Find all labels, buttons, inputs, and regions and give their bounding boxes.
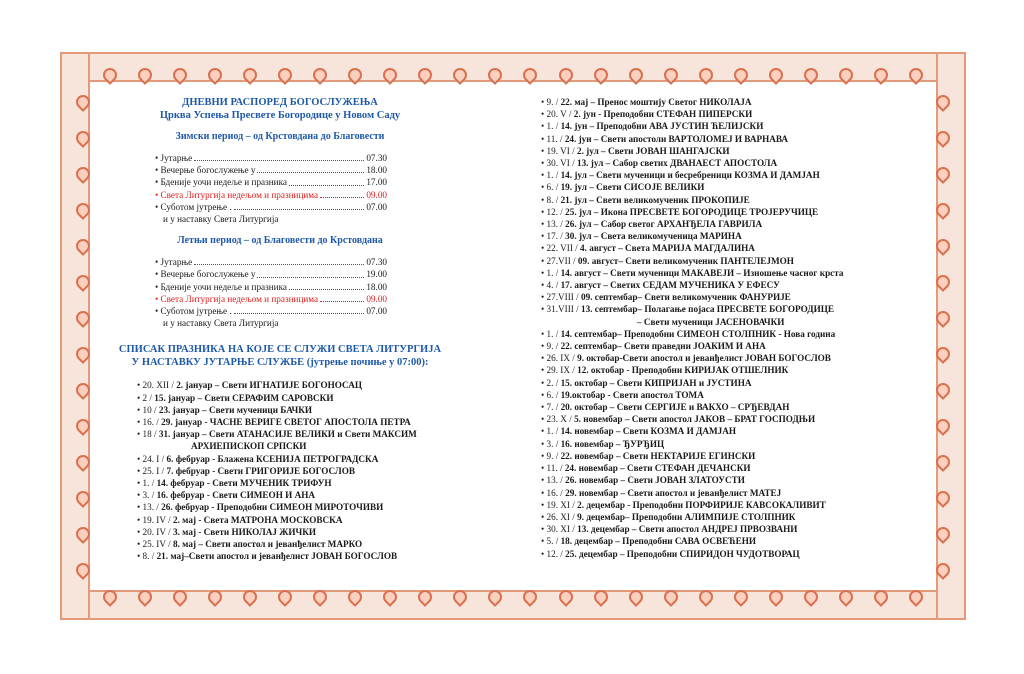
ornament-icon [310,587,330,607]
feast-item [541,352,941,364]
dot-leader [194,256,364,265]
ornament-icon [170,65,190,85]
feast-item [541,279,941,291]
feast-name: 18. децембар – Преподобни САВА ОСВЕЋЕНИ [560,536,757,547]
feast-item [541,303,941,315]
ornament-icon [73,236,93,256]
service-time: 07.30 [366,153,387,163]
feast-name: 20. октобар – Свети СЕРГИЈЕ и ВАКХО – СРЂЕВДАН [560,402,790,413]
ornament-icon [626,65,646,85]
right-column [541,96,941,560]
feast-item [541,511,941,523]
feast-name: 14. јул – Свети мученици и бесребреници КОЗМА И ДАМЈАН [560,170,820,181]
feast-date-old: • 3. / [541,438,561,449]
feast-item [541,328,941,340]
ornament-icon [275,65,295,85]
schedule-row [155,268,387,280]
feast-date-old: • 18 / [137,429,159,440]
feast-name: 6. фебруар - Блажена КСЕНИЈА ПЕТРОГРАДСКА [166,453,379,464]
feast-name: 26. фебруар - Преподобни СИМЕОН МИРОТОЧИВИ [161,502,384,513]
service-time: 09.00 [366,293,387,304]
ornament-icon [310,65,330,85]
feast-item [541,267,941,279]
service-label: • Света Литургија недељом и празницима [155,189,319,200]
feast-date-old: • 5. / [541,536,561,547]
feast-date-old: • 1. / [541,328,561,339]
feast-date-old: • 8. / [541,194,561,205]
feast-item [137,428,465,440]
feast-item [541,389,941,401]
feast-name: 09. септембар– Свети великомученик ФАНУРИЈЕ [580,292,791,303]
ornament-icon [933,560,953,580]
feast-item [541,340,941,352]
feast-name: 14. јун – Преподобни АВА ЈУСТИН ЋЕЛИЈСКИ [560,121,764,132]
ornament-icon [205,587,225,607]
ornament-icon [801,65,821,85]
feast-item [541,450,941,462]
feast-name: 9. октобар-Свети апостол и јеванђелист ЈОВАН БОГОСЛОВ [577,353,831,364]
feast-name: 24. јун – Свети апостоли ВАРТОЛОМЕЈ И ВАРНАВА [564,133,789,144]
ornament-icon [871,587,891,607]
page-title: ДНЕВНИ РАСПОРЕД БОГОСЛУЖЕЊА [182,97,378,108]
feast-item [541,535,941,547]
feast-item [137,453,465,465]
service-time: 18.00 [366,281,387,292]
schedule-row [155,201,387,213]
feast-date-old: • 12. / [541,206,566,217]
feast-item [541,291,941,303]
feast-item [137,538,465,550]
feast-name: – Свети мученици ЈАСЕНОВАЧКИ [637,316,785,327]
ornament-icon [485,65,505,85]
feast-date-old: • 10 / [137,404,159,415]
ornament-icon [73,272,93,292]
feast-date-old: • 30. VI / [541,158,577,169]
feast-name: 29. јануар - ЧАСНЕ ВЕРИГЕ СВЕТОГ АПОСТОЛА ПЕТРА [161,417,411,428]
feast-name: 7. фебруар - Свети ГРИГОРИЈЕ БОГОСЛОВ [166,465,356,476]
ornament-col-left [68,84,98,588]
feast-name: 14. фебруар - Свети МУЧЕНИК ТРИФУН [156,478,332,489]
feast-item [137,379,465,391]
feast-name: 5. новембар – Свети апостол ЈАКОВ – БРАТ ГОСПОДЊИ [574,414,816,425]
feast-name: 15. јануар – Свети СЕРАФИМ САРОВСКИ [154,392,334,403]
ornament-icon [696,587,716,607]
feast-name: 17. август – Светих СЕДАМ МУЧЕНИКА У ЕФЕСУ [560,280,780,291]
feast-name: 8. мај – Свети апостол и јеванђелист МАРКО [172,539,363,550]
feast-date-old: • 26. IX / [541,353,578,364]
feast-date-old: • 2. / [541,377,561,388]
schedule-row [155,152,387,164]
feast-date-old: • 13. / [541,219,566,230]
service-label: • Бденије уочи недеље и празника [155,281,287,292]
dot-leader [320,189,364,198]
feast-item [541,242,941,254]
service-label: • Јутарње [155,153,193,163]
service-label: • Јутарње [155,257,193,268]
dot-leader [320,293,364,302]
feast-item [541,157,941,169]
summer-title: Летњи период – од Благовести до Крстовдана [177,235,383,247]
feast-date-old: • 9. / [541,97,561,107]
service-label: • Вечерње богослужење у [155,269,256,280]
feast-name: 2. јун - Преподобни СТЕФАН ПИПЕРСКИ [573,109,753,120]
ornament-icon [345,65,365,85]
feast-date-old: • 11. / [541,133,565,144]
feast-date-old: • 1. / [541,121,561,132]
feast-name: 19.октобар - Свети апостол ТОМА [560,389,704,400]
ornament-icon [731,65,751,85]
ornament-icon [380,65,400,85]
ornament-icon [556,587,576,607]
feast-date-old: • 1. / [541,170,561,181]
schedule-row [155,164,387,176]
service-label: • Бденије уочи недеље и празника [155,177,287,188]
service-time: 07.30 [366,257,387,268]
summer-schedule [155,256,465,329]
feast-item [541,438,941,450]
feast-item [137,416,465,428]
feast-item [541,194,941,206]
feast-date-old: • 19. IV / [137,514,173,525]
feast-date-old: • 8. / [137,551,157,562]
feast-date-old: • 19. VI / [541,145,577,156]
ornament-icon [485,587,505,607]
feast-item [137,404,465,416]
ornament-icon [73,200,93,220]
dot-leader [257,268,364,277]
ornament-icon [100,587,120,607]
schedule-row [155,189,387,201]
service-label: • Суботом јутрење . [155,201,232,212]
ornament-icon [521,65,541,85]
schedule-note: и у наставку Света Литургија [163,318,279,329]
feast-item [541,108,941,120]
feast-name: 4. август – Света МАРИЈА МАГДАЛИНА [580,243,755,254]
feast-item [137,440,465,452]
feast-date-old: • 13. / [541,475,566,486]
service-time: 09.00 [366,189,387,200]
feast-name: 2. јул – Свети ЈОВАН ШАНГАЈСКИ [576,145,730,156]
feast-date-old: • 4. / [541,280,561,291]
feast-item [137,526,465,538]
document-content [95,96,935,586]
ornament-icon [591,65,611,85]
schedule-row [155,256,387,268]
feast-name: 12. октобар - Преподобни КИРИЈАК ОТШЕЛНИК [577,365,789,376]
feast-name: 13. јул – Сабор светих ДВАНАЕСТ АПОСТОЛА [576,158,778,169]
feast-date-old: • 25. I / [137,465,167,476]
feast-name: 2. мај - Света МАТРОНА МОСКОВСКА [172,514,343,525]
feast-date-old: • 20. XII / [137,380,177,391]
feast-date-old: • 1. / [137,478,157,489]
ornament-icon [240,65,260,85]
ornament-icon [521,587,541,607]
service-time: 07.00 [366,201,387,212]
feast-name: 14. новембар – Свети КОЗМА И ДАМЈАН [560,426,737,437]
feast-date-old: • 17. / [541,231,566,242]
ornament-icon [73,560,93,580]
ornament-icon [450,65,470,85]
ornament-icon [556,65,576,85]
ornament-icon [275,587,295,607]
ornament-icon [73,344,93,364]
feast-name: 25. децембар – Преподобни СПИРИДОН ЧУДОТВОРАЦ [565,548,800,559]
feast-name: 14. септембар– Преподобни СИМЕОН СТОЛПНИК - Нова година [560,328,836,339]
service-label: • Суботом јутрење . [155,306,232,317]
dot-leader [234,305,365,314]
feast-item [541,462,941,474]
ornament-icon [836,587,856,607]
feast-item [541,133,941,145]
feast-list-right [541,96,941,560]
feast-date-old: • 19. XI / [541,499,578,510]
service-time: 07.00 [366,306,387,317]
feast-date-old: • 16. / [541,487,566,498]
feast-date-old: • 16. / [137,417,162,428]
feast-date-old: • 20. V / [541,109,574,120]
feast-name: 3. мај - Свети НИКОЛАЈ ЖИЧКИ [172,526,317,537]
ornament-icon [766,65,786,85]
feast-date-old: • 9. / [541,450,561,461]
ornament-icon [73,416,93,436]
feast-date-old: • 29. IX / [541,365,578,376]
ornament-icon [73,308,93,328]
feast-date-old: • 25. IV / [137,539,173,550]
feast-name: 13. септембар– Полагање појаса ПРЕСВЕТЕ БОГОРОДИЦЕ [580,304,835,315]
feast-item [541,377,941,389]
ornament-icon [73,164,93,184]
ornament-icon [801,587,821,607]
feast-date-old: • 7. / [541,402,561,413]
feast-item [137,477,465,489]
ornament-icon [135,65,155,85]
ornament-icon [626,587,646,607]
feast-name: 22. новембар – Свети НЕКТАРИЈЕ ЕГИНСКИ [560,450,756,461]
ornament-icon [240,587,260,607]
feast-item [541,364,941,376]
feast-item [541,401,941,413]
feast-name: 16. фебруар - Свети СИМЕОН И АНА [156,490,315,501]
service-label: • Вечерње богослужење у [155,165,256,176]
ornament-icon [731,587,751,607]
feast-item [541,255,941,267]
feast-name: 26. јул – Сабор светог АРХАНЂЕЛА ГАВРИЛА [565,219,763,230]
feast-name: 26. новембар – Свети ЈОВАН ЗЛАТОУСТИ [565,475,745,486]
feast-date-old: • 27.VII / [541,255,578,266]
service-time: 19.00 [366,269,387,280]
church-name: Црква Успења Пресвете Богородице у Новом Саду [159,110,401,121]
schedule-row [155,305,387,317]
ornament-icon [450,587,470,607]
feast-name: 30. јул – Света великомученица МАРИНА [565,231,742,242]
feast-date-old: • 24. I / [137,453,167,464]
ornament-row-bottom [92,582,934,612]
feast-date-old: • 22. VII / [541,243,581,254]
dot-leader [194,152,364,161]
feast-item [541,169,941,181]
feast-item [541,474,941,486]
ornament-icon [380,587,400,607]
service-label: • Света Литургија недељом и празницима [155,293,319,304]
ornament-icon [345,587,365,607]
feast-name: 16. новембар – ЂУРЂИЦ [560,438,665,449]
ornament-row-top [92,60,934,90]
service-time: 17.00 [366,177,387,188]
feast-item [541,548,941,560]
feast-name: 2. децембар - Преподобни ПОРФИРИЈЕ КАВСОКАЛИВИТ [577,499,826,510]
feasts-title-line1: СПИСАК ПРАЗНИКА НА КОЈЕ СЕ СЛУЖИ СВЕТА ЛИТУРГИЈА [118,344,442,356]
ornament-icon [100,65,120,85]
dot-leader [234,201,365,210]
feast-item [541,96,941,108]
ornament-icon [135,587,155,607]
feast-item [137,465,465,477]
ornament-icon [661,65,681,85]
feast-name: 23. јануар – Свети мученици БАЧКИ [158,404,313,415]
feast-item [137,392,465,404]
ornament-icon [73,380,93,400]
feast-name: 21. јул – Свети великомученик ПРОКОПИЈЕ [560,194,750,205]
feast-item [541,206,941,218]
feast-date-old: • 1. / [541,267,561,278]
feast-name: 22. мај – Пренос моштију Светог НИКОЛАЈА [560,97,752,107]
feast-date-old: • 11. / [541,463,565,474]
feast-item [541,523,941,535]
ornament-icon [836,65,856,85]
ornament-icon [696,65,716,85]
ornament-icon [73,452,93,472]
feast-date-old: • 1. / [541,426,561,437]
ornament-icon [906,65,926,85]
ornament-icon [73,524,93,544]
feast-item [137,514,465,526]
feast-item [541,499,941,511]
feast-date-old: • 6. / [541,182,561,193]
feast-name: 25. јул – Икона ПРЕСВЕТЕ БОГОРОДИЦЕ ТРОЈЕРУЧИЦЕ [565,206,819,217]
feast-date-old: • 30. XI / [541,524,578,535]
feast-name: 2. јануар – Свети ИГНАТИЈЕ БОГОНОСАЦ [176,380,363,391]
feast-date-old: • 26. XI / [541,511,578,522]
feasts-title-line2: У НАСТАВКУ ЈУТАРЊЕ СЛУЖБЕ (јутрење почиње у 07:00): [131,357,429,369]
feast-date-old: • 20. IV / [137,526,173,537]
ornament-icon [73,488,93,508]
feast-name: 13. децембар – Свети апостол АНДРЕЈ ПРВОЗВАНИ [577,524,798,535]
feast-item [541,413,941,425]
feast-date-old: • 13. / [137,502,162,513]
feast-item [137,489,465,501]
ornament-icon [415,587,435,607]
feast-list-left [137,379,465,562]
feast-name: 19. јул – Свети СИСОЈЕ ВЕЛИКИ [560,182,705,193]
feast-date-old: • 27.VIII / [541,292,581,303]
feast-item [137,501,465,513]
ornament-icon [766,587,786,607]
feast-name: 24. новембар – Свети СТЕФАН ДЕЧАНСКИ [564,463,751,474]
service-time: 18.00 [366,165,387,176]
feast-item [541,181,941,193]
feast-name: АРХИЕПИСКОП СРПСКИ [191,441,307,452]
feast-item [541,487,941,499]
feast-date-old: • 6. / [541,389,561,400]
winter-title: Зимски период – од Крстовдана до Благовести [175,131,385,142]
feast-date-old: • 2 / [137,392,155,403]
schedule-row [155,293,387,305]
schedule-note: и у наставку Света Литургија [163,214,279,225]
feast-name: 31. јануар – Свети АТАНАСИЈЕ ВЕЛИКИ и Свети МАКСИМ [158,429,417,440]
feast-date-old: • 12. / [541,548,566,559]
dot-leader [257,164,364,173]
ornament-icon [205,65,225,85]
ornament-icon [871,65,891,85]
ornament-icon [73,128,93,148]
feast-item [541,230,941,242]
feast-name: 09. август– Свети великомученик ПАНТЕЛЕЈМОН [577,255,794,266]
feast-item [541,145,941,157]
schedule-row [155,281,387,293]
feast-date-old: • 23. X / [541,414,575,425]
feast-name: 22. септембар– Свети праведни ЈОАКИМ И АНА [560,341,766,352]
feast-date-old: • 31.VIII / [541,304,581,315]
ornament-icon [170,587,190,607]
feast-item [137,550,465,562]
ornament-icon [906,587,926,607]
feast-name: 15. октобар – Свети КИПРИЈАН и ЈУСТИНА [560,377,752,388]
dot-leader [289,281,364,290]
ornament-icon [415,65,435,85]
feast-name: 9. децембар– Преподобни АЛИМПИЈЕ СТОЛПНИК [577,511,796,522]
dot-leader [289,176,364,185]
feast-date-old: • 3. / [137,490,157,501]
feast-name: 14. август – Свети мученици МАКАВЕЈИ – Изношење часног крста [560,267,844,278]
feast-item [541,316,941,328]
feast-name: 21. мај–Свети апостол и јеванђелист ЈОВАН БОГОСЛОВ [156,551,398,562]
ornament-icon [661,587,681,607]
feast-item [541,425,941,437]
winter-schedule [155,152,465,225]
feast-item [541,120,941,132]
feast-name: 29. новембар – Свети апостол и јеванђелист МАТЕЈ [565,487,782,498]
feast-date-old: • 9. / [541,341,561,352]
ornament-icon [73,92,93,112]
schedule-row [155,176,387,188]
feast-item [541,218,941,230]
left-column [95,96,465,562]
ornament-icon [591,587,611,607]
